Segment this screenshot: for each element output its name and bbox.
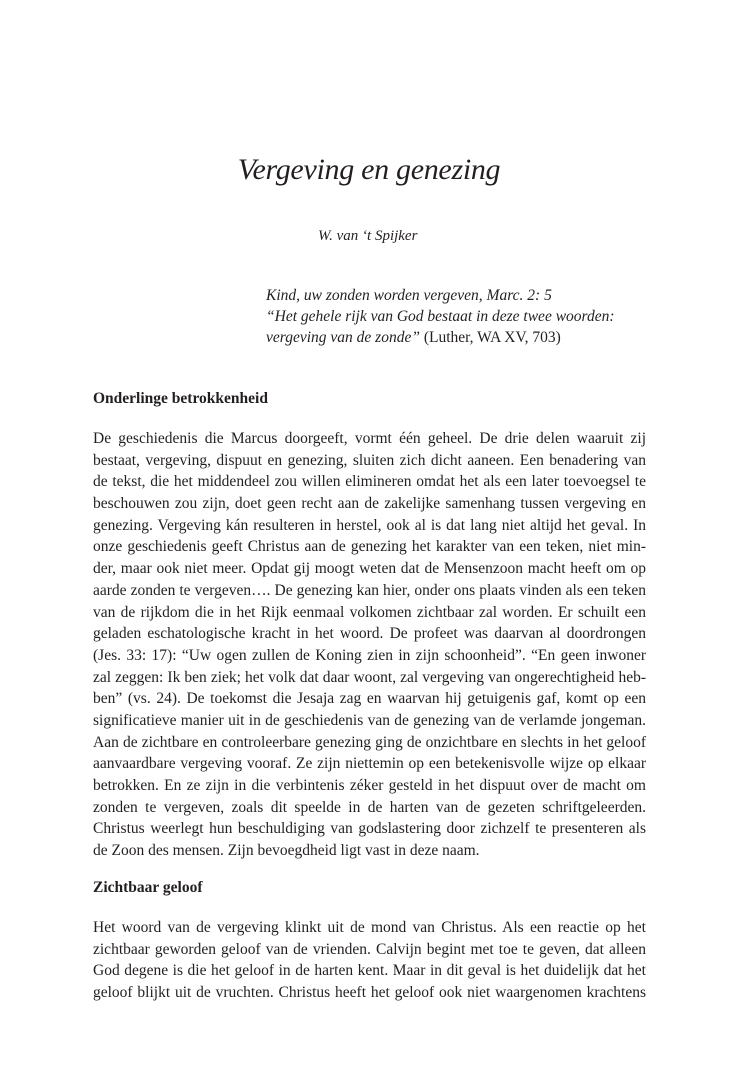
paragraph-line: der, maar ook niet meer. Opdat gij moogt weten dat de Mensenzoon macht heeft om op [93, 560, 646, 578]
epigraph [266, 285, 666, 348]
paragraph-line: significatieve manier uit in de geschiedenis van de genezing van de verlamde jongeman. [93, 711, 646, 729]
author-name: W. van ‘t Spijker [318, 228, 418, 244]
paragraph-line: bestaat, vergeving, dispuut en genezing, sluiten zich dicht aaneen. Een benadering van [93, 451, 646, 469]
section-heading: Onderlinge betrokkenheid [93, 390, 268, 407]
paragraph-line: geladen eschatologische kracht in het woord. De profeet was daarvan al doordrongen [93, 625, 646, 643]
epigraph-quote: vergeving van de zonde” [266, 329, 420, 346]
paragraph-line: ben” (vs. 24). De toekomst die Jesaja zag en waarvan hij getuigenis gaf, komt op een [93, 690, 646, 708]
page-title: Vergeving en genezing [237, 153, 501, 186]
paragraph-line: (Jes. 33: 17): “Uw ogen zullen de Koning zien in zijn schoonheid”. “En geen inwoner [93, 646, 646, 664]
section-paragraph [93, 917, 646, 1004]
epigraph-line: “Het gehele rijk van God bestaat in deze twee woorden: [266, 308, 615, 325]
epigraph-line [266, 327, 666, 348]
paragraph-line: Aan de zichtbare en controleerbare genezing ging de onzichtbare en slechts in het geloof [93, 733, 646, 751]
epigraph-line: Kind, uw zonden worden vergeven, Marc. 2: 5 [266, 287, 552, 304]
paragraph-line: De geschiedenis die Marcus doorgeeft, vormt één geheel. De drie delen waaruit zij [93, 430, 646, 447]
paragraph-line: beschouwen zou zijn, doet geen recht aan de zakelijke samenhang tussen vergeving en [93, 495, 646, 513]
section-paragraph [93, 428, 646, 862]
paragraph-line: de Zoon des mensen. Zijn bevoegdheid ligt vast in deze naam. [93, 842, 480, 860]
paragraph-line: aarde zonden te vergeven…. De genezing kan hier, onder ons plaats vinden als een teken [93, 581, 646, 599]
section-heading: Zichtbaar geloof [93, 879, 203, 896]
paragraph-line: aanvaardbare vergeving vooraf. Ze zijn niettemin op een betekenisvolle wijze op elkaar [93, 755, 646, 773]
paragraph-line: Het woord van de vergeving klinkt uit de mond van Christus. Als een reactie op het [93, 919, 646, 936]
paragraph-line: zonden te vergeven, zoals dit speelde in de harten van de gezeten schriftgeleerden. [93, 798, 646, 816]
paragraph-line: zichtbaar geworden geloof van de vrienden. Calvijn begint met toe te geven, dat alleen [93, 940, 646, 958]
paragraph-line: onze geschiedenis geeft Christus aan de genezing het karakter van een teken, niet min- [93, 538, 646, 556]
paragraph-line: God degene is die het geloof in de harten kent. Maar in dit geval is het duidelijk dat het [93, 962, 646, 980]
paragraph-line: geloof blijkt uit de vruchten. Christus heeft het geloof ook niet waargenomen krachtens [93, 984, 646, 1002]
paragraph-line: van de rijkdom die in het Rijk eenmaal volkomen zichtbaar zal worden. Er schuilt een [93, 603, 646, 621]
paragraph-line: betrokken. En ze zijn in die verbintenis zéker gesteld in het dispuut over de macht om [93, 777, 646, 794]
paragraph-line: zal zeggen: Ik ben ziek; het volk dat daar woont, zal vergeving van ongerechtigheid heb- [93, 668, 646, 686]
paragraph-line: Christus weerlegt hun beschuldiging van godslastering door zichzelf te presenteren als [93, 820, 646, 838]
paragraph-line: de tekst, die het middendeel zou willen elimineren omdat het als een later toevoegsel te [93, 473, 646, 491]
epigraph-source: (Luther, WA XV, 703) [419, 329, 561, 346]
paragraph-line: genezing. Vergeving kán resulteren in herstel, ook al is dat lang niet altijd het geval. In [93, 516, 646, 534]
